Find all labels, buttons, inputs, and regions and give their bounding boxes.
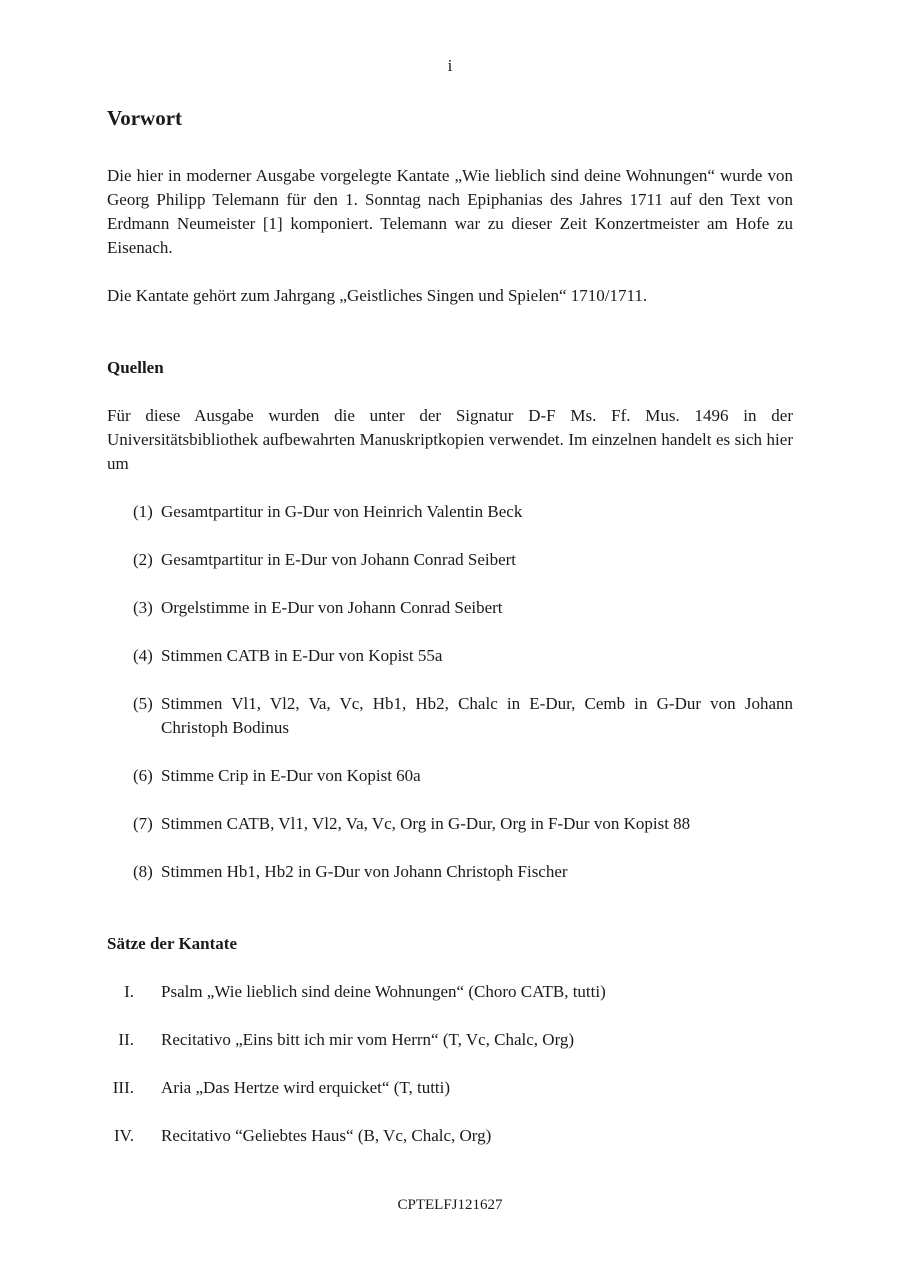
list-text: Stimmen Vl1, Vl2, Va, Vc, Hb1, Hb2, Chalc in E-Dur, Cemb in G-Dur von Johann Christoph Bodinus	[161, 694, 793, 737]
sources-intro: Für diese Ausgabe wurden die unter der Signatur D-F Ms. Ff. Mus. 1496 in der Universitätsbibliothek aufbewahrten Manuskriptkopien verwendet. Im einzelnen handelt es sich hier um	[107, 406, 793, 473]
list-number: (5)	[133, 694, 153, 713]
list-number: (8)	[133, 862, 153, 881]
list-text: Stimme Crip in E-Dur von Kopist 60a	[161, 766, 421, 785]
page-number: i	[447, 56, 453, 75]
movement-number: II.	[118, 1030, 134, 1049]
list-text: Stimmen Hb1, Hb2 in G-Dur von Johann Christoph Fischer	[161, 862, 568, 881]
list-item	[107, 980, 793, 1004]
list-text: Orgelstimme in E-Dur von Johann Conrad Seibert	[161, 598, 503, 617]
list-item	[107, 548, 793, 572]
footer-code: CPTELFJ121627	[397, 1197, 503, 1213]
page-title: Vorwort	[107, 106, 183, 130]
list-text: Gesamtpartitur in E-Dur von Johann Conrad Seibert	[161, 550, 517, 569]
movements-heading: Sätze der Kantate	[107, 934, 237, 953]
list-text: Stimmen CATB, Vl1, Vl2, Va, Vc, Org in G-Dur, Org in F-Dur von Kopist 88	[161, 814, 691, 833]
document-body	[107, 104, 793, 1172]
movement-text: Recitativo „Eins bitt ich mir vom Herrn“ (T, Vc, Chalc, Org)	[161, 1030, 575, 1049]
movement-number: IV.	[114, 1126, 134, 1145]
list-number: (6)	[133, 766, 153, 785]
list-number: (4)	[133, 646, 153, 665]
sources-heading: Quellen	[107, 358, 164, 377]
list-item	[107, 692, 793, 740]
movement-text: Recitativo “Geliebtes Haus“ (B, Vc, Chalc, Org)	[161, 1126, 492, 1145]
list-item	[107, 596, 793, 620]
intro-paragraph: Die hier in moderner Ausgabe vorgelegte Kantate „Wie lieblich sind deine Wohnungen“ wurde von Georg Philipp Telemann für den 1. Sonntag nach Epiphanias des Jahres 1711 auf den Text von Erdmann Neumeister [1] komponiert. Telemann war zu dieser Zeit Konzertmeister am Hofe zu Eisenach.	[107, 166, 793, 257]
list-item	[107, 1028, 793, 1052]
list-item	[107, 1076, 793, 1100]
list-number: (2)	[133, 550, 153, 569]
list-number: (1)	[133, 502, 153, 521]
list-number: (3)	[133, 598, 153, 617]
list-text: Gesamtpartitur in G-Dur von Heinrich Valentin Beck	[161, 502, 523, 521]
movement-number: III.	[112, 1078, 134, 1097]
list-item	[107, 644, 793, 668]
list-text: Stimmen CATB in E-Dur von Kopist 55a	[161, 646, 443, 665]
movement-number: I.	[124, 982, 134, 1001]
jahrgang-paragraph: Die Kantate gehört zum Jahrgang „Geistliches Singen und Spielen“ 1710/1711.	[107, 286, 648, 305]
movement-text: Psalm „Wie lieblich sind deine Wohnungen“ (Choro CATB, tutti)	[161, 982, 606, 1001]
list-item	[107, 1124, 793, 1148]
sources-list	[107, 500, 793, 884]
movements-list	[107, 980, 793, 1148]
list-item	[107, 860, 793, 884]
list-item	[107, 764, 793, 788]
list-number: (7)	[133, 814, 153, 833]
list-item	[107, 812, 793, 836]
movement-text: Aria „Das Hertze wird erquicket“ (T, tutti)	[161, 1078, 451, 1097]
list-item	[107, 500, 793, 524]
